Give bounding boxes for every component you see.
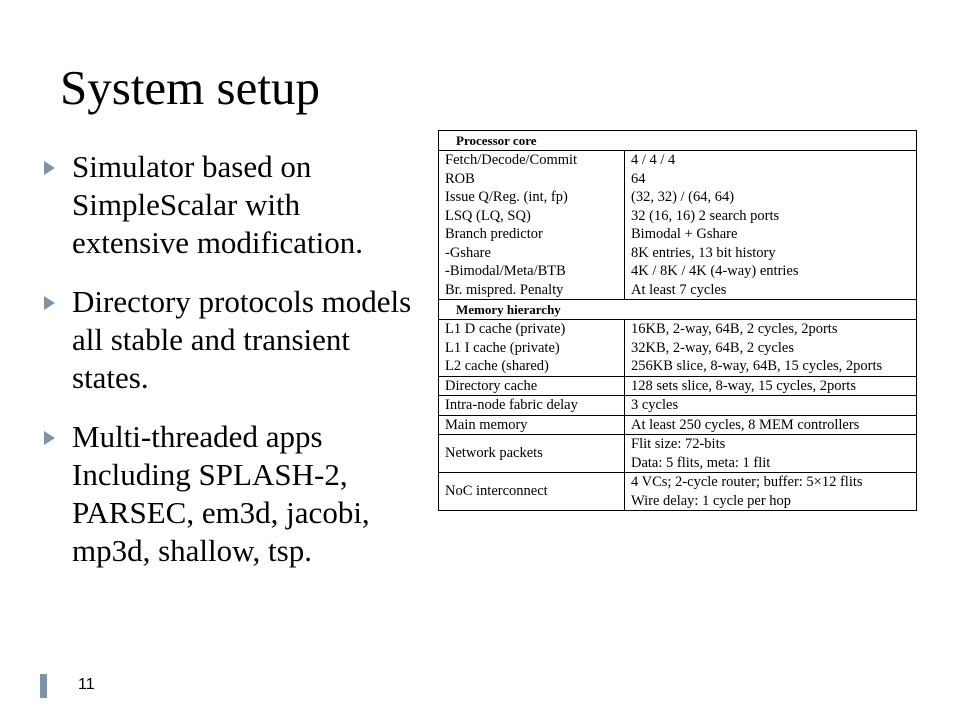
section-header-processor: Processor core	[439, 131, 917, 151]
triangle-bullet-icon	[44, 431, 55, 445]
packets-values-cell	[625, 435, 917, 473]
config-value: Data: 5 flits, meta: 1 flit	[631, 454, 771, 471]
config-label: ROB	[445, 170, 475, 187]
slide-title: System setup	[60, 60, 320, 115]
bullet-item	[44, 283, 424, 397]
config-label: L1 I cache (private)	[445, 339, 560, 356]
table-row	[439, 151, 917, 300]
table-row	[439, 473, 917, 511]
config-label: Fetch/Decode/Commit	[445, 152, 578, 168]
config-label: -Gshare	[445, 244, 491, 261]
config-value: 32KB, 2-way, 64B, 2 cycles	[631, 339, 794, 356]
config-label: Issue Q/Reg. (int, fp)	[445, 189, 568, 205]
cache-labels-cell	[439, 320, 625, 377]
config-label: Main memory	[439, 415, 625, 435]
config-value: Bimodal + Gshare	[631, 226, 738, 242]
config-label: L1 D cache (private)	[445, 321, 566, 337]
config-label: Intra-node fabric delay	[439, 396, 625, 416]
footer-accent-bar	[40, 674, 47, 698]
config-label: -Bimodal/Meta/BTB	[445, 263, 566, 279]
config-value: 4 / 4 / 4	[631, 152, 676, 168]
triangle-bullet-icon	[44, 161, 55, 175]
section-header-memory: Memory hierarchy	[439, 300, 917, 320]
system-config-table	[438, 130, 917, 511]
config-value: 8K entries, 13 bit history	[631, 244, 776, 261]
cache-values-cell	[625, 320, 917, 377]
config-label: L2 cache (shared)	[445, 358, 549, 374]
config-value: Flit size: 72-bits	[631, 436, 726, 452]
config-value: Wire delay: 1 cycle per hop	[631, 492, 792, 509]
config-label: Br. mispred. Penalty	[445, 281, 564, 298]
triangle-bullet-icon	[44, 296, 55, 310]
config-value: At least 250 cycles, 8 MEM controllers	[625, 415, 917, 435]
config-label: Branch predictor	[445, 226, 543, 242]
config-value: 64	[631, 170, 646, 187]
config-value: At least 7 cycles	[631, 281, 727, 298]
config-value: (32, 32) / (64, 64)	[631, 189, 735, 205]
table-row	[439, 415, 917, 435]
config-value: 3 cycles	[625, 396, 917, 416]
table-row	[439, 320, 917, 377]
processor-labels-cell	[439, 151, 625, 300]
processor-values-cell	[625, 151, 917, 300]
config-value: 256KB slice, 8-way, 64B, 15 cycles, 2ports	[631, 358, 883, 374]
table-row	[439, 435, 917, 473]
config-value: 4K / 8K / 4K (4-way) entries	[631, 263, 799, 279]
table-row	[439, 300, 917, 320]
bullet-item	[44, 148, 424, 262]
config-label: LSQ (LQ, SQ)	[445, 207, 531, 224]
config-value: 4 VCs; 2-cycle router; buffer: 5×12 flits	[631, 474, 863, 490]
bullet-list	[44, 148, 424, 591]
config-value: 128 sets slice, 8-way, 15 cycles, 2ports	[625, 376, 917, 396]
table-row	[439, 376, 917, 396]
bullet-text: Multi-threaded apps Including SPLASH-2, PARSEC, em3d, jacobi, mp3d, shallow, tsp.	[72, 419, 370, 568]
config-value: 16KB, 2-way, 64B, 2 cycles, 2ports	[631, 321, 838, 337]
table-row	[439, 131, 917, 151]
config-label: NoC interconnect	[439, 473, 625, 511]
bullet-text: Simulator based on SimpleScalar with extensive modification.	[72, 149, 363, 260]
bullet-item	[44, 418, 424, 570]
config-value: 32 (16, 16) 2 search ports	[631, 207, 780, 224]
config-label: Network packets	[439, 435, 625, 473]
config-label: Directory cache	[439, 376, 625, 396]
noc-values-cell	[625, 473, 917, 511]
page-number: 11	[78, 676, 95, 693]
table-row	[439, 396, 917, 416]
bullet-text: Directory protocols models all stable and transient states.	[72, 284, 412, 395]
